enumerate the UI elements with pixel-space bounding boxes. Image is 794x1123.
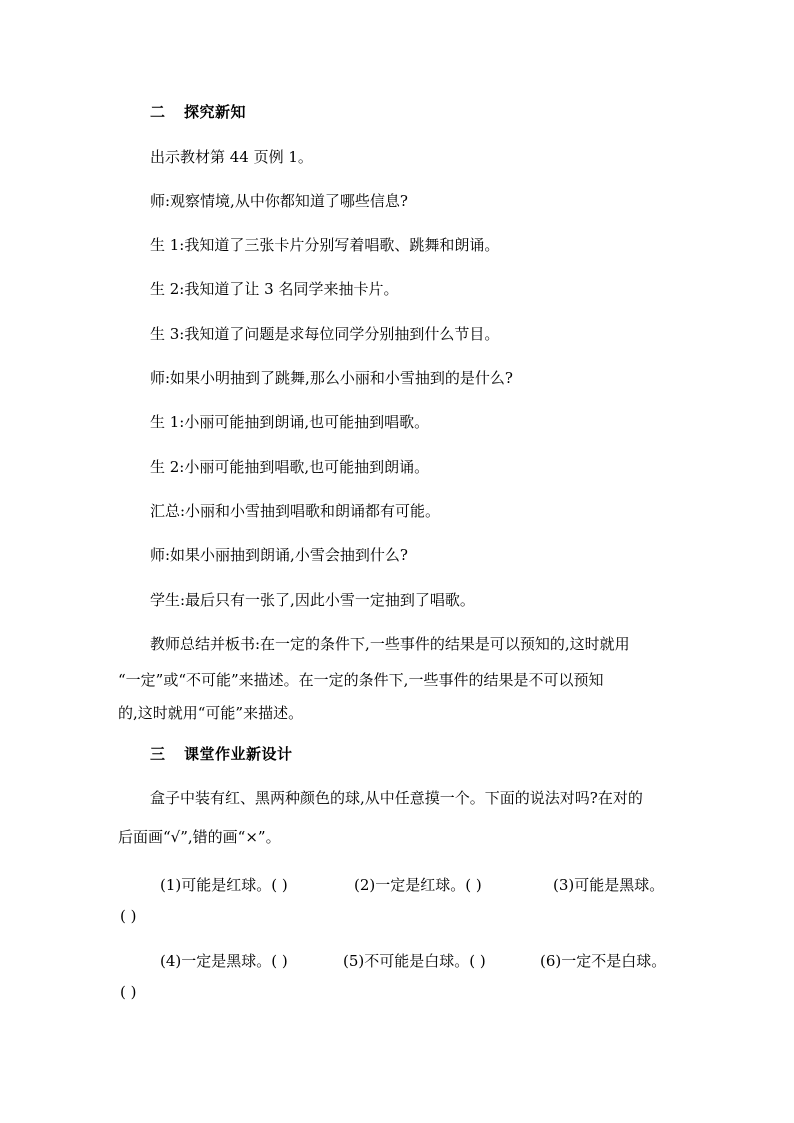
question-4: (4)一定是黑球。( ) [160, 952, 288, 970]
section-title: 课堂作业新设计 [184, 745, 293, 763]
summary-line: 教师总结并板书:在一定的条件下,一些事件的结果是可以预知的,这时就用 [150, 635, 630, 653]
text-line: 汇总:小丽和小雪抽到唱歌和朗诵都有可能。 [150, 502, 441, 520]
section-number: 三 [150, 745, 166, 763]
question-2: (2)一定是红球。( ) [354, 876, 482, 894]
question-1: (1)可能是红球。( ) [160, 876, 288, 894]
text-line: 生 2:我知道了让 3 名同学来抽卡片。 [150, 280, 399, 298]
task-instruction: 后面画“√”,错的画“×”。 [118, 828, 281, 846]
summary-line: 的,这时就用“可能”来描述。 [118, 704, 304, 722]
text-line: 生 2:小丽可能抽到唱歌,也可能抽到朗诵。 [150, 458, 430, 476]
section-heading-homework [150, 744, 293, 764]
task-instruction: 盒子中装有红、黑两种颜色的球,从中任意摸一个。下面的说法对吗?在对的 [150, 789, 643, 807]
question-5: (5)不可能是白球。( ) [343, 952, 486, 970]
question-6: (6)一定不是白球。 [540, 952, 667, 970]
section-title: 探究新知 [184, 103, 247, 121]
text-line: 学生:最后只有一张了,因此小雪一定抽到了唱歌。 [150, 591, 475, 609]
text-line: 师:如果小明抽到了跳舞,那么小丽和小雪抽到的是什么? [150, 369, 513, 387]
text-line: 生 1:我知道了三张卡片分别写着唱歌、跳舞和朗诵。 [150, 236, 500, 254]
text-line: 出示教材第 44 页例 1。 [150, 148, 313, 166]
question-3: (3)可能是黑球。 [553, 876, 665, 894]
text-line: 师:如果小丽抽到朗诵,小雪会抽到什么? [150, 546, 408, 564]
answer-blank[interactable]: ( ) [120, 983, 137, 1001]
section-heading-explore [150, 102, 246, 122]
summary-line: “一定”或“不可能”来描述。在一定的条件下,一些事件的结果是不可以预知 [118, 671, 604, 689]
text-line: 生 1:小丽可能抽到朗诵,也可能抽到唱歌。 [150, 413, 430, 431]
text-line: 生 3:我知道了问题是求每位同学分别抽到什么节目。 [150, 325, 500, 343]
text-line: 师:观察情境,从中你都知道了哪些信息? [150, 192, 408, 210]
section-number: 二 [150, 103, 166, 121]
answer-blank[interactable]: ( ) [120, 907, 137, 925]
